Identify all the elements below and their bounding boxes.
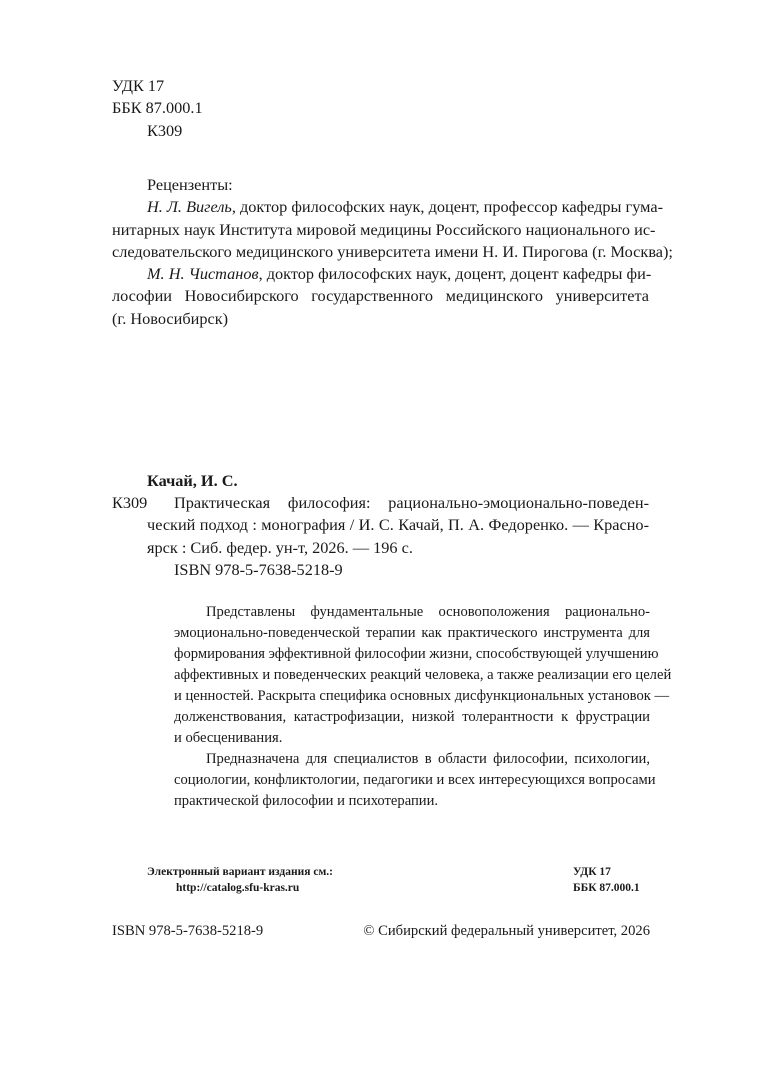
abstract-p1-line1: Представлены фундаментальные основоположения рационально-	[206, 604, 650, 620]
reviewer2-name: М. Н. Чистанов	[147, 264, 259, 284]
bbk-code: ББК 87.000.1	[112, 98, 203, 118]
bib-line3: ярск : Сиб. федер. ун-т, 2026. — 196 с.	[147, 537, 413, 557]
reviewer2-line1: М. Н. Чистанов, доктор философских наук, доцент, доцент кафедры фи-	[147, 264, 652, 284]
abstract-p1-line3: формирования эффективной философии жизни, способствующей улучшению	[174, 646, 659, 662]
bib-mark: К309	[112, 493, 148, 512]
reviewer1-line1: Н. Л. Вигель, доктор философских наук, доцент, профессор кафедры гума-	[147, 197, 663, 217]
bib-line2: ческий подход : монография / И. С. Качай, П. А. Федоренко. — Красно-	[147, 515, 649, 535]
abstract-p1-line5: и ценностей. Раскрыта специфика основных дисфункциональных установок —	[174, 688, 670, 704]
abstract-p1-line7: и обесценивания.	[174, 730, 283, 746]
bib-isbn: ISBN 978-5-7638-5218-9	[174, 559, 343, 579]
abstract-p1-line6: долженствования, катастрофизации, низкой толерантности к фрустрации	[174, 709, 650, 725]
abstract-block	[174, 602, 672, 812]
reviewer2-line2: лософии Новосибирского государственного медицинского университета	[112, 286, 649, 306]
bib-line1: Практическая философия: рационально-эмоционально-поведен-	[174, 493, 649, 512]
electronic-version-label: Электронный вариант издания см.:	[147, 866, 333, 878]
footer-udk: УДК 17	[573, 866, 611, 878]
footer-bbk: ББК 87.000.1	[573, 882, 640, 894]
udk-code: УДК 17	[112, 76, 165, 95]
footer-isbn: ISBN 978-5-7638-5218-9	[112, 923, 264, 939]
reviewer2-line3: (г. Новосибирск)	[112, 308, 229, 328]
catalog-url[interactable]: http://catalog.sfu-kras.ru	[176, 882, 300, 894]
bib-author: Качай, И. С.	[147, 471, 238, 490]
reviewers-block	[112, 174, 673, 330]
author-mark: К309	[147, 120, 183, 140]
reviewer1-line3: следовательского медицинского университета имени Н. И. Пирогова (г. Москва);	[112, 241, 673, 261]
abstract-p2-line2: социологии, конфликтологии, педагогики и всех интересующихся вопросами	[174, 772, 656, 788]
reviewers-heading: Рецензенты:	[147, 175, 233, 194]
reviewer1-name: Н. Л. Вигель	[147, 197, 232, 217]
abstract-p2-line1: Предназначена для специалистов в области философии, психологии,	[206, 751, 650, 767]
bib-description	[147, 492, 649, 581]
abstract-p1-line2: эмоционально-поведенческой терапии как практического инструмента для	[174, 625, 650, 641]
reviewer1-line2: нитарных наук Института мировой медицины Российского национального ис-	[112, 219, 656, 239]
classification-block	[112, 75, 203, 142]
abstract-p1-line4: аффективных и поведенческих реакций человека, а также реализации его целей	[174, 667, 672, 683]
abstract-p2-line3: практической философии и психотерапии.	[174, 793, 439, 809]
copyright: © Сибирский федеральный университет, 2026	[363, 923, 650, 939]
